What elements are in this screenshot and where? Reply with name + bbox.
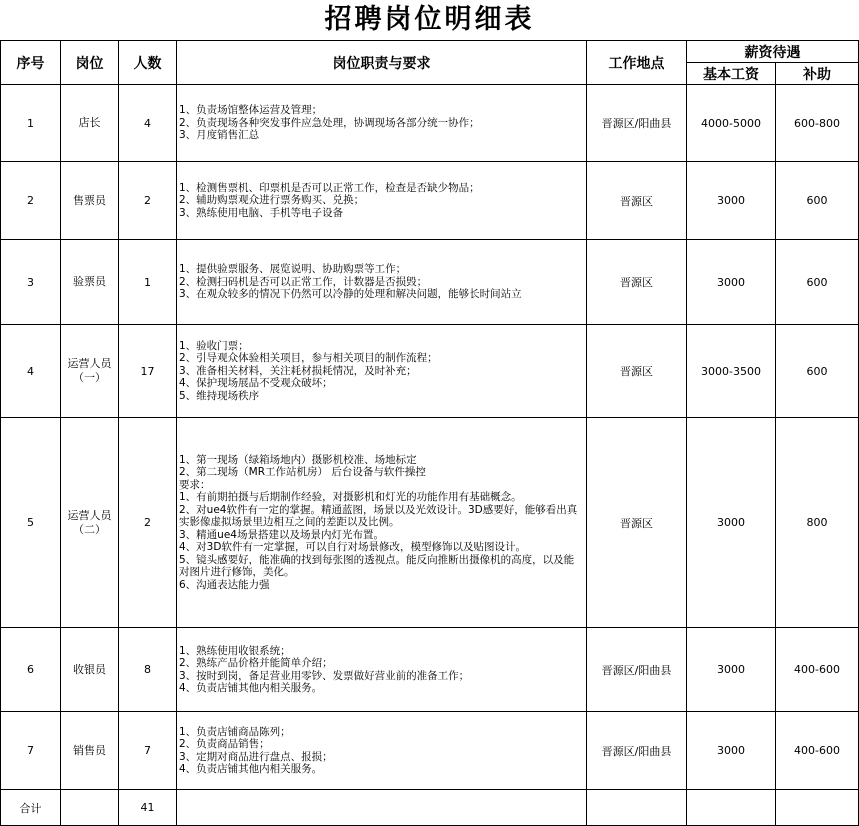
row-location: 晋源区/阳曲县	[587, 85, 687, 162]
header-duties: 岗位职责与要求	[177, 41, 587, 85]
header-position: 岗位	[61, 41, 119, 85]
duty-line: 4、负责店铺其他内相关服务。	[179, 763, 323, 775]
row-count: 17	[119, 325, 177, 418]
table-row	[1, 325, 859, 418]
duty-line: 1、第一现场（绿箱场地内）摄影机校准、场地标定	[179, 453, 417, 466]
duty-line: 3、月度销售汇总	[179, 129, 260, 142]
row-location: 晋源区	[587, 240, 687, 325]
row-allowance: 800	[776, 418, 859, 628]
duty-line: 5、镜头感要好，能准确的找到每张图的透视点。能反向推断出摄像机的高度，以及能对图片进行修饰，美化。	[179, 553, 575, 579]
row-count: 8	[119, 628, 177, 712]
duty-line: 1、负责店铺商品陈列；	[179, 725, 291, 738]
header-row-1	[1, 41, 859, 63]
table-body	[1, 85, 859, 826]
total-row	[1, 790, 859, 826]
page-title: 招聘岗位明细表	[324, 4, 535, 35]
duty-line: 2、第二现场（MR工作站机房） 后台设备与软件操控	[179, 466, 426, 479]
row-location: 晋源区	[587, 325, 687, 418]
duty-line: 2、引导观众体验相关项目，参与相关项目的制作流程；	[179, 352, 438, 365]
duty-line: 要求：	[179, 478, 211, 491]
row-seq: 1	[1, 85, 61, 162]
row-duties	[177, 85, 587, 162]
recruitment-table	[0, 40, 859, 826]
duty-line: 6、沟通表达能力强	[179, 578, 270, 591]
duty-line: 4、对3D软件有一定掌握，可以自行对场景修改，模型修饰以及贴图设计。	[179, 541, 526, 554]
row-count: 1	[119, 240, 177, 325]
duty-line: 3、定期对商品进行盘点、报损；	[179, 750, 333, 763]
row-position: 售票员	[61, 162, 119, 240]
duty-line: 1、验收门票；	[179, 339, 249, 352]
row-count: 7	[119, 712, 177, 790]
row-base-salary: 3000	[687, 240, 776, 325]
row-seq: 4	[1, 325, 61, 418]
duty-line: 1、熟练使用收银系统；	[179, 644, 291, 657]
row-location: 晋源区	[587, 418, 687, 628]
duty-line: 3、精通ue4场景搭建以及场景内灯光布置。	[179, 528, 384, 541]
row-seq: 6	[1, 628, 61, 712]
duty-line: 3、在观众较多的情况下仍然可以冷静的处理和解决问题，能够长时间站立	[179, 288, 522, 301]
row-allowance: 600-800	[776, 85, 859, 162]
row-base-salary: 3000	[687, 162, 776, 240]
row-duties	[177, 162, 587, 240]
row-position: 验票员	[61, 240, 119, 325]
duty-line: 1、负责场馆整体运营及管理；	[179, 104, 323, 117]
row-duties	[177, 418, 587, 628]
row-base-salary: 3000	[687, 628, 776, 712]
duty-line: 2、检测扫码机是否可以正常工作，计数器是否损毁；	[179, 275, 428, 288]
header-count: 人数	[119, 41, 177, 85]
duty-line: 4、保护现场展品不受观众破坏；	[179, 377, 333, 390]
duty-line: 2、负责商品销售；	[179, 738, 270, 750]
row-duties	[177, 325, 587, 418]
duty-line: 3、准备相关材料，关注耗材损耗情况，及时补充；	[179, 364, 417, 377]
header-salary: 薪资待遇	[687, 41, 859, 63]
duty-line: 2、对ue4软件有一定的掌握。精通蓝图，场景以及光效设计。3D感要好，能够看出真实影像虚拟场景里边相互之间的差距以及比例。	[179, 503, 578, 529]
duty-line: 3、熟练使用电脑、手机等电子设备	[179, 206, 344, 219]
row-location: 晋源区/阳曲县	[587, 712, 687, 790]
total-allowance	[776, 790, 859, 826]
row-seq: 2	[1, 162, 61, 240]
duty-line: 2、辅助购票观众进行票务购买、兑换；	[179, 194, 365, 207]
table-row	[1, 712, 859, 790]
row-base-salary: 4000-5000	[687, 85, 776, 162]
duty-line: 1、检测售票机、印票机是否可以正常工作，检查是否缺少物品；	[179, 181, 480, 194]
row-seq: 7	[1, 712, 61, 790]
row-allowance: 600	[776, 325, 859, 418]
row-position: 收银员	[61, 628, 119, 712]
duty-line: 5、维持现场秩序	[179, 389, 260, 402]
duty-line: 2、负责现场各种突发事件应急处理，协调现场各部分统一协作；	[179, 116, 480, 129]
total-position	[61, 790, 119, 826]
table-row	[1, 240, 859, 325]
row-count: 2	[119, 418, 177, 628]
total-location	[587, 790, 687, 826]
table-row	[1, 628, 859, 712]
row-count: 2	[119, 162, 177, 240]
total-base-salary	[687, 790, 776, 826]
row-base-salary: 3000	[687, 418, 776, 628]
row-duties	[177, 712, 587, 790]
row-base-salary: 3000	[687, 712, 776, 790]
header-allowance: 补助	[776, 63, 859, 85]
header-location: 工作地点	[587, 41, 687, 85]
row-position: 运营人员（一）	[61, 325, 119, 418]
total-duties	[177, 790, 587, 826]
row-seq: 3	[1, 240, 61, 325]
row-duties	[177, 240, 587, 325]
row-allowance: 600	[776, 240, 859, 325]
row-allowance: 400-600	[776, 712, 859, 790]
table-row	[1, 162, 859, 240]
row-position: 销售员	[61, 712, 119, 790]
total-label: 合计	[1, 790, 61, 826]
row-allowance: 600	[776, 162, 859, 240]
duty-line: 2、熟练产品价格并能简单介绍；	[179, 657, 333, 669]
row-duties	[177, 628, 587, 712]
duty-line: 3、按时到岗，备足营业用零钞、发票做好营业前的准备工作；	[179, 669, 470, 682]
duty-line: 1、提供验票服务、展览说明、协助购票等工作；	[179, 263, 407, 276]
row-count: 4	[119, 85, 177, 162]
table-row	[1, 85, 859, 162]
duty-line: 4、负责店铺其他内相关服务。	[179, 682, 323, 694]
header-seq: 序号	[1, 41, 61, 85]
row-allowance: 400-600	[776, 628, 859, 712]
header-base-salary: 基本工资	[687, 63, 776, 85]
row-seq: 5	[1, 418, 61, 628]
duty-line: 1、有前期拍摄与后期制作经验，对摄影机和灯光的功能作用有基础概念。	[179, 491, 522, 504]
row-location: 晋源区/阳曲县	[587, 628, 687, 712]
row-position: 运营人员（二）	[61, 418, 119, 628]
row-location: 晋源区	[587, 162, 687, 240]
total-count: 41	[119, 790, 177, 826]
row-base-salary: 3000-3500	[687, 325, 776, 418]
table-row	[1, 418, 859, 628]
row-position: 店长	[61, 85, 119, 162]
